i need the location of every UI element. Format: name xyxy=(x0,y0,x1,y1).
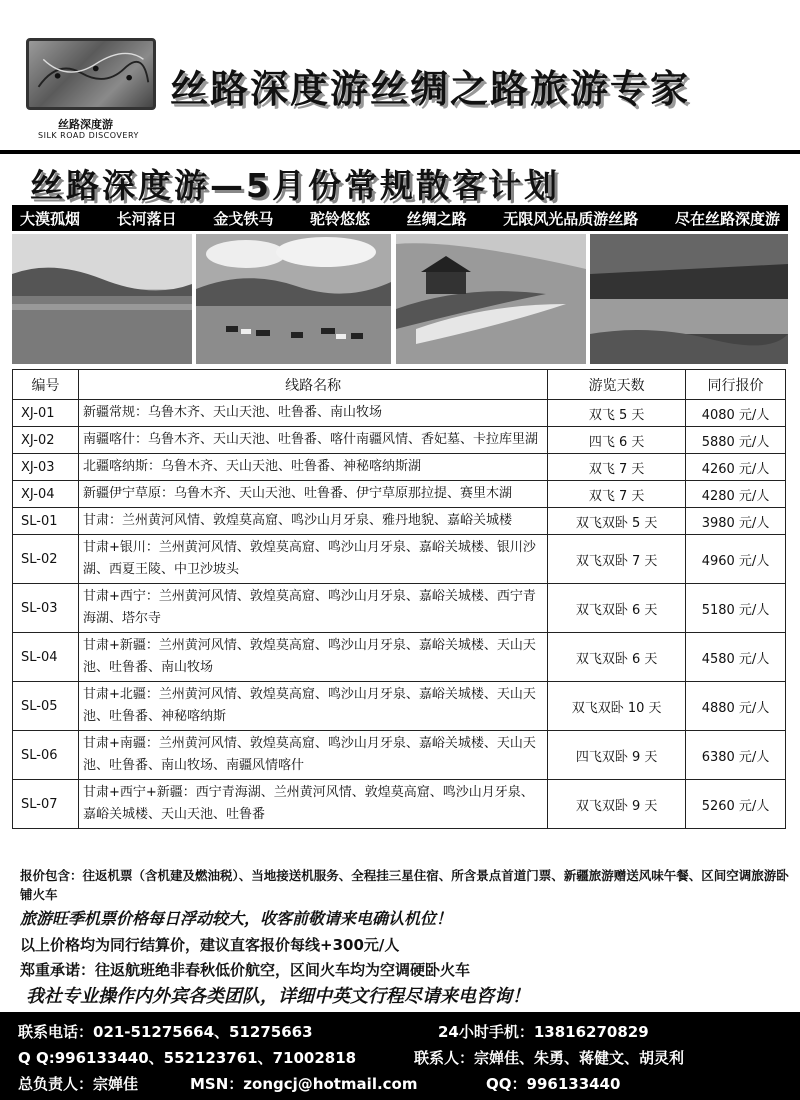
route-name: 甘肃：兰州黄河风情、敦煌莫高窟、鸣沙山月牙泉、雅丹地貌、嘉峪关城楼 xyxy=(78,508,547,535)
route-price: 4260 元/人 xyxy=(686,454,786,481)
route-name: 甘肃+西宁+新疆：西宁青海湖、兰州黄河风情、敦煌莫高窟、鸣沙山月牙泉、嘉峪关城楼、天山天池、吐鲁番 xyxy=(78,780,547,829)
route-table xyxy=(12,369,786,829)
contact-qq: Q Q:996133440、552123761、71002818 xyxy=(18,1048,357,1067)
header xyxy=(0,0,800,150)
route-days: 双飞双卧 6 天 xyxy=(548,633,686,682)
notes-section xyxy=(20,866,790,1008)
route-code: SL-04 xyxy=(13,633,79,682)
route-days: 双飞双卧 6 天 xyxy=(548,584,686,633)
route-code: SL-01 xyxy=(13,508,79,535)
promise-note: 郑重承诺：往返航班绝非春秋低价航空，区间火车均为空调硬卧火车 xyxy=(20,961,471,979)
photo-autumn-lake xyxy=(590,234,788,364)
slogan-4: 驼铃悠悠 xyxy=(309,209,370,228)
header-divider xyxy=(0,150,800,154)
table-row xyxy=(13,584,786,633)
slogan-bar xyxy=(12,205,788,231)
route-price: 4080 元/人 xyxy=(686,400,786,427)
route-price: 6380 元/人 xyxy=(686,731,786,780)
route-name: 甘肃+新疆：兰州黄河风情、敦煌莫高窟、鸣沙山月牙泉、嘉峪关城楼、天山天池、吐鲁番、南山牧场 xyxy=(78,633,547,682)
route-days: 双飞 5 天 xyxy=(548,400,686,427)
silk-road-map-logo xyxy=(26,38,156,110)
route-name: 新疆常规：乌鲁木齐、天山天池、吐鲁番、南山牧场 xyxy=(78,400,547,427)
table-row xyxy=(13,731,786,780)
logo-chinese-name: 丝路深度游 xyxy=(58,118,113,131)
photo-crescent-spring xyxy=(396,234,586,364)
photo-strip xyxy=(12,234,788,364)
route-code: XJ-01 xyxy=(13,400,79,427)
contact-qq-secondary: QQ：996133440 xyxy=(486,1074,621,1093)
contact-phone: 联系电话：021-51275664、51275663 xyxy=(18,1022,313,1041)
table-row xyxy=(13,400,786,427)
route-code: XJ-04 xyxy=(13,481,79,508)
service-note: 我社专业操作内外宾各类团队，详细中英文行程尽请来电咨询！ xyxy=(26,986,530,1007)
route-price: 4880 元/人 xyxy=(686,682,786,731)
route-name: 北疆喀纳斯：乌鲁木齐、天山天池、吐鲁番、神秘喀纳斯湖 xyxy=(78,454,547,481)
table-row xyxy=(13,682,786,731)
contact-mobile: 24小时手机：13816270829 xyxy=(438,1022,649,1041)
route-code: SL-02 xyxy=(13,535,79,584)
peak-season-note: 旅游旺季机票价格每日浮动较大，收客前敬请来电确认机位！ xyxy=(20,909,453,928)
slogan-6: 无限风光品质游丝路 xyxy=(503,209,639,228)
header-days: 游览天数 xyxy=(548,370,686,400)
slogan-2: 长河落日 xyxy=(116,209,177,228)
photo-horses-grassland xyxy=(196,234,391,364)
contact-footer xyxy=(0,1012,800,1100)
route-name: 甘肃+北疆：兰州黄河风情、敦煌莫高窟、鸣沙山月牙泉、嘉峪关城楼、天山天池、吐鲁番、神秘喀纳斯 xyxy=(78,682,547,731)
table-row xyxy=(13,780,786,829)
table-row xyxy=(13,508,786,535)
table-row xyxy=(13,481,786,508)
table-row xyxy=(13,535,786,584)
route-days: 双飞 7 天 xyxy=(548,481,686,508)
route-price: 4960 元/人 xyxy=(686,535,786,584)
brand-title: 丝路深度游丝绸之路旅游专家 xyxy=(170,67,691,111)
route-price: 5880 元/人 xyxy=(686,427,786,454)
route-code: SL-07 xyxy=(13,780,79,829)
route-code: SL-05 xyxy=(13,682,79,731)
route-code: XJ-02 xyxy=(13,427,79,454)
price-includes-note: 报价包含：往返机票（含机建及燃油税）、当地接送机服务、全程挂三星住宿、所含景点首道门票、新疆旅游赠送风味午餐、区间空调旅游卧铺火车 xyxy=(20,868,789,902)
slogan-3: 金戈铁马 xyxy=(213,209,274,228)
route-name: 甘肃+西宁：兰州黄河风情、敦煌莫高窟、鸣沙山月牙泉、嘉峪关城楼、西宁青海湖、塔尔寺 xyxy=(78,584,547,633)
route-days: 四飞 6 天 xyxy=(548,427,686,454)
slogan-1: 大漠孤烟 xyxy=(20,209,81,228)
route-days: 双飞双卧 10 天 xyxy=(548,682,686,731)
route-code: XJ-03 xyxy=(13,454,79,481)
route-days: 双飞双卧 5 天 xyxy=(548,508,686,535)
route-price: 5180 元/人 xyxy=(686,584,786,633)
route-code: SL-06 xyxy=(13,731,79,780)
settlement-price-note: 以上价格均为同行结算价，建议直客报价每线+300元/人 xyxy=(20,936,400,954)
photo-lake-grassland xyxy=(12,234,192,364)
route-price: 4580 元/人 xyxy=(686,633,786,682)
slogan-5: 丝绸之路 xyxy=(406,209,467,228)
route-days: 双飞双卧 9 天 xyxy=(548,780,686,829)
route-days: 双飞双卧 7 天 xyxy=(548,535,686,584)
contact-persons: 联系人：宗婵佳、朱勇、蒋健文、胡灵利 xyxy=(414,1048,685,1067)
route-name: 甘肃+银川：兰州黄河风情、敦煌莫高窟、鸣沙山月牙泉、嘉峪关城楼、银川沙湖、西夏王陵、中卫沙坡头 xyxy=(78,535,547,584)
route-name: 新疆伊宁草原：乌鲁木齐、天山天池、吐鲁番、伊宁草原那拉提、赛里木湖 xyxy=(78,481,547,508)
route-price: 4280 元/人 xyxy=(686,481,786,508)
plan-title: 丝路深度游—5月份常规散客计划 xyxy=(30,166,560,205)
table-row xyxy=(13,427,786,454)
table-row xyxy=(13,633,786,682)
route-days: 双飞 7 天 xyxy=(548,454,686,481)
contact-msn: MSN：zongcj@hotmail.com xyxy=(190,1074,418,1093)
contact-manager: 总负责人：宗婵佳 xyxy=(18,1074,139,1093)
route-price: 3980 元/人 xyxy=(686,508,786,535)
route-name: 甘肃+南疆：兰州黄河风情、敦煌莫高窟、鸣沙山月牙泉、嘉峪关城楼、天山天池、吐鲁番、南山牧场、南疆风情喀什 xyxy=(78,731,547,780)
header-route-name: 线路名称 xyxy=(78,370,547,400)
route-days: 四飞双卧 9 天 xyxy=(548,731,686,780)
logo-english-name: SILK ROAD DISCOVERY xyxy=(38,131,139,140)
header-code: 编号 xyxy=(13,370,79,400)
table-header-row xyxy=(13,370,786,400)
route-name: 南疆喀什：乌鲁木齐、天山天池、吐鲁番、喀什南疆风情、香妃墓、卡拉库里湖 xyxy=(78,427,547,454)
slogan-7: 尽在丝路深度游 xyxy=(674,209,780,228)
route-code: SL-03 xyxy=(13,584,79,633)
header-price: 同行报价 xyxy=(686,370,786,400)
table-row xyxy=(13,454,786,481)
route-price: 5260 元/人 xyxy=(686,780,786,829)
